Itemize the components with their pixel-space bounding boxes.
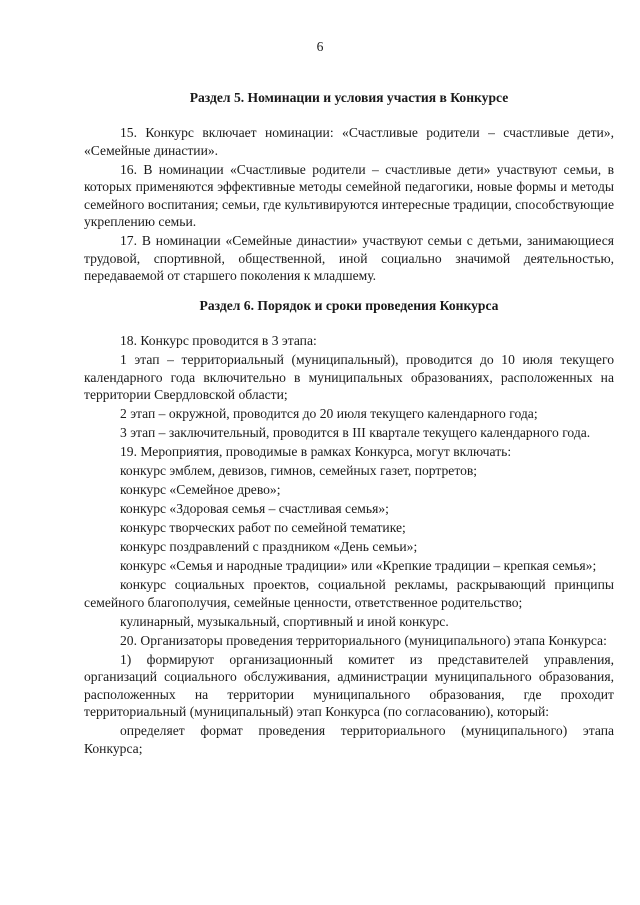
paragraph-20-subitem: определяет формат проведения территориального (муниципального) этапа Конкурса; — [84, 723, 614, 756]
paragraph-20-item-1: 1) формируют организационный комитет из представителей управления, организаций социального обслуживания, администрации муниципального образования, расположенных на территории муниципального образования, где проходит территориальный (муниципальный) этап Конкурса (по согласованию), который: — [84, 651, 614, 719]
section-5-title: Раздел 5. Номинации и условия участия в Конкурсе — [189, 90, 509, 105]
section-6-title: Раздел 6. Порядок и сроки проведения Конкурса — [199, 298, 499, 313]
page-number: 6 — [316, 39, 324, 54]
paragraph-17: 17. В номинации «Семейные династии» участвуют семьи с детьми, занимающиеся трудовой, спортивной, общественной, иной социально значимой деятельностью, передаваемой от старшего поколения к младшему. — [84, 233, 614, 283]
list-item: конкурс «Семья и народные традиции» или «Крепкие традиции – крепкая семья»; — [120, 558, 597, 573]
stage-2: 2 этап – окружной, проводится до 20 июля текущего календарного года; — [120, 406, 538, 421]
section-5-body — [84, 124, 614, 286]
stage-3: 3 этап – заключительный, проводится в III квартале текущего календарного года. — [120, 425, 591, 440]
list-item: конкурс творческих работ по семейной тематике; — [120, 520, 406, 535]
list-item: кулинарный, музыкальный, спортивный и иной конкурс. — [120, 613, 449, 629]
list-item: конкурс социальных проектов, социальной рекламы, раскрывающий принципы семейного благополучия, семейные ценности, ответственное родительство; — [84, 577, 614, 610]
list-item: конкурс поздравлений с праздником «День семьи»; — [120, 539, 418, 554]
section-6-body — [84, 332, 614, 759]
list-item: конкурс эмблем, девизов, гимнов, семейных газет, портретов; — [120, 463, 478, 478]
list-item: конкурс «Здоровая семья – счастливая семья»; — [120, 501, 389, 516]
stage-1: 1 этап – территориальный (муниципальный), проводится до 10 июля текущего календарного года включительно в муниципальных образованиях, расположенных на территории Свердловской области; — [84, 352, 614, 402]
list-item: конкурс «Семейное древо»; — [120, 482, 281, 497]
paragraph-20: 20. Организаторы проведения территориального (муниципального) этапа Конкурса: — [120, 632, 607, 648]
paragraph-18: 18. Конкурс проводится в 3 этапа: — [120, 333, 317, 348]
paragraph-16: 16. В номинации «Счастливые родители – счастливые дети» участвуют семьи, в которых применяются эффективные методы семейной педагогики, новые формы и методы семейного воспитания; семьи, где культивируются интересные традиции, способствующие укреплению семьи. — [84, 161, 614, 229]
paragraph-19: 19. Мероприятия, проводимые в рамках Конкурса, могут включать: — [120, 444, 512, 459]
paragraph-15: 15. Конкурс включает номинации: «Счастливые родители – счастливые дети», «Семейные династии». — [84, 125, 614, 158]
